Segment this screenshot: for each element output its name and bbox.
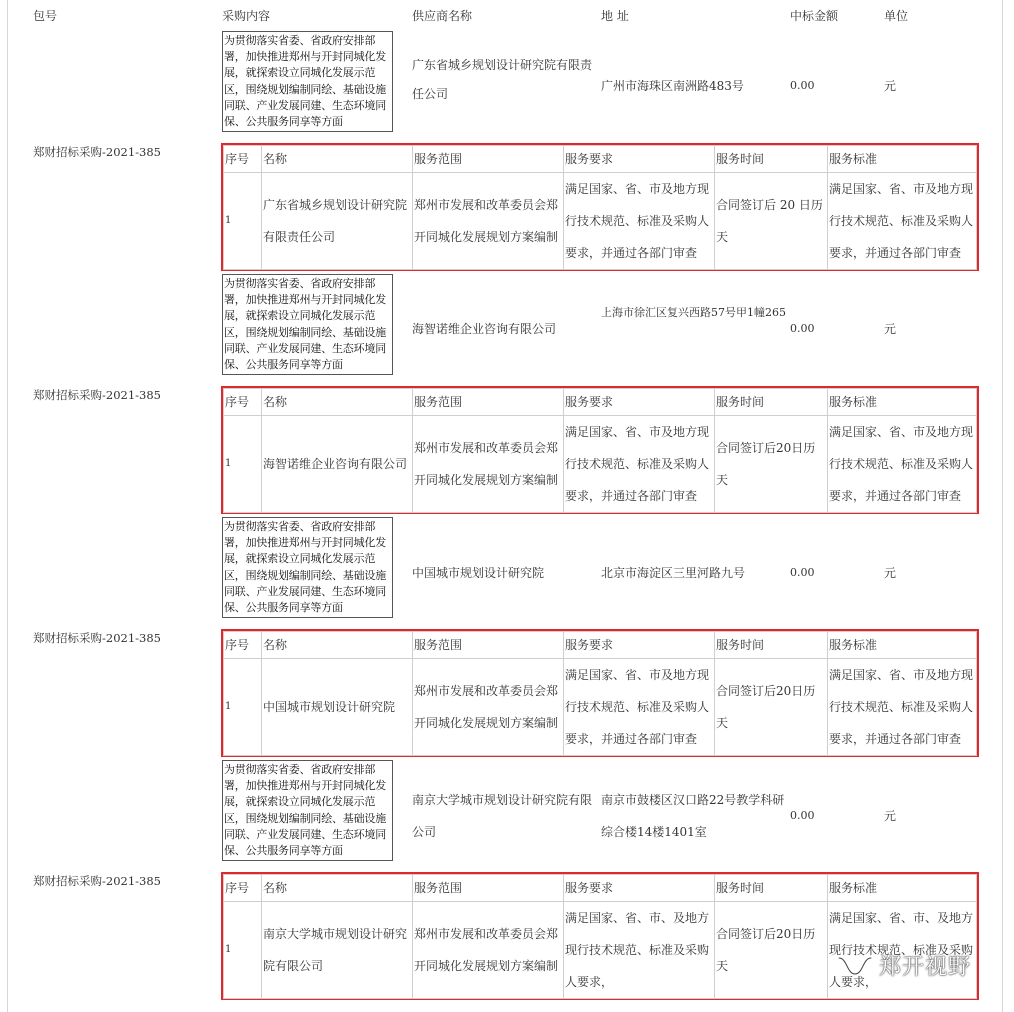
detail-time: 合同签订后20日历天 — [715, 416, 828, 513]
col-standard: 服务标准 — [828, 389, 977, 416]
content-description: 为贯彻落实省委、省政府安排部署，加快推进郑州与开封同城化发展，就探索设立同城化发展示范区，围绕规划编制同绘、基础设施同联、产业发展同建、生态环境同保、公共服务同享等方面 — [222, 31, 393, 132]
col-scope: 服务范围 — [413, 875, 564, 902]
award-amount: 0.00 — [790, 566, 815, 579]
content-description: 为贯彻落实省委、省政府安排部署，加快推进郑州与开封同城化发展，就探索设立同城化发展示范区，围绕规划编制同绘、基础设施同联、产业发展同建、生态环境同保、公共服务同享等方面 — [222, 760, 393, 861]
col-seq: 序号 — [224, 389, 262, 416]
col-time: 服务时间 — [715, 632, 828, 659]
detail-name: 南京大学城市规划设计研究院有限公司 — [262, 902, 413, 999]
detail-scope: 郑州市发展和改革委员会郑开同城化发展规划方案编制 — [413, 902, 564, 999]
col-standard: 服务标准 — [828, 632, 977, 659]
col-time: 服务时间 — [715, 389, 828, 416]
currency-unit: 元 — [884, 79, 897, 93]
content-description: 为贯彻落实省委、省政府安排部署，加快推进郑州与开封同城化发展，就探索设立同城化发展示范区，围绕规划编制同绘、基础设施同联、产业发展同建、生态环境同保、公共服务同享等方面 — [222, 274, 393, 375]
col-requirement: 服务要求 — [564, 146, 715, 173]
detail-standard: 满足国家、省、市及地方现行技术规范、标准及采购人要求，并通过各部门审查 — [828, 659, 977, 756]
detail-seq: 1 — [224, 659, 262, 756]
award-amount: 0.00 — [790, 809, 815, 822]
detail-scope: 郑州市发展和改革委员会郑开同城化发展规划方案编制 — [413, 416, 564, 513]
watermark-text: 郑开视野 — [879, 955, 972, 980]
detail-requirement: 满足国家、省、市及地方现行技术规范、标准及采购人要求，并通过各部门审查 — [564, 173, 715, 270]
col-time: 服务时间 — [715, 875, 828, 902]
detail-seq: 1 — [224, 173, 262, 270]
col-name: 名称 — [262, 389, 413, 416]
col-time: 服务时间 — [715, 146, 828, 173]
detail-requirement: 满足国家、省、市及地方现行技术规范、标准及采购人要求，并通过各部门审查 — [564, 659, 715, 756]
header-content: 采购内容 — [222, 9, 271, 23]
detail-seq: 1 — [224, 416, 262, 513]
col-standard: 服务标准 — [828, 146, 977, 173]
col-scope: 服务范围 — [413, 146, 564, 173]
col-scope: 服务范围 — [413, 632, 564, 659]
award-amount: 0.00 — [790, 322, 815, 335]
detail-scope: 郑州市发展和改革委员会郑开同城化发展规划方案编制 — [413, 173, 564, 270]
supplier-name: 中国城市规划设计研究院 — [412, 566, 545, 580]
detail-seq: 1 — [224, 902, 262, 999]
supplier-address: 广州市海珠区南洲路483号 — [601, 79, 744, 93]
header-supplier: 供应商名称 — [412, 9, 473, 23]
detail-name: 广东省城乡规划设计研究院有限责任公司 — [262, 173, 413, 270]
col-requirement: 服务要求 — [564, 632, 715, 659]
detail-table — [221, 386, 979, 514]
detail-scope: 郑州市发展和改革委员会郑开同城化发展规划方案编制 — [413, 659, 564, 756]
header-unit: 单位 — [884, 9, 909, 23]
detail-standard: 满足国家、省、市及地方现行技术规范、标准及采购人要求，并通过各部门审查 — [828, 173, 977, 270]
package-number: 郑财招标采购-2021-385 — [33, 145, 161, 159]
detail-table — [221, 629, 979, 757]
currency-unit: 元 — [884, 809, 897, 823]
col-name: 名称 — [262, 875, 413, 902]
detail-time: 合同签订后 20 日历天 — [715, 173, 828, 270]
wechat-channel-icon — [835, 952, 875, 980]
header-address: 地 址 — [601, 9, 629, 23]
detail-requirement: 满足国家、省、市及地方现行技术规范、标准及采购人要求，并通过各部门审查 — [564, 416, 715, 513]
supplier-name: 南京大学城市规划设计研究院有限公司 — [412, 793, 593, 839]
col-seq: 序号 — [224, 632, 262, 659]
detail-name: 中国城市规划设计研究院 — [262, 659, 413, 756]
col-scope: 服务范围 — [413, 389, 564, 416]
detail-standard: 满足国家、省、市及地方现行技术规范、标准及采购人要求，并通过各部门审查 — [828, 416, 977, 513]
package-number: 郑财招标采购-2021-385 — [33, 388, 161, 402]
detail-time: 合同签订后20日历天 — [715, 659, 828, 756]
col-name: 名称 — [262, 632, 413, 659]
watermark — [835, 950, 971, 981]
supplier-address: 北京市海淀区三里河路九号 — [601, 566, 746, 580]
col-requirement: 服务要求 — [564, 389, 715, 416]
award-amount: 0.00 — [790, 79, 815, 92]
col-name: 名称 — [262, 146, 413, 173]
detail-time: 合同签订后20日历天 — [715, 902, 828, 999]
currency-unit: 元 — [884, 322, 897, 336]
col-requirement: 服务要求 — [564, 875, 715, 902]
detail-name: 海智诺维企业咨询有限公司 — [262, 416, 413, 513]
header-package-no: 包号 — [33, 9, 58, 23]
package-number: 郑财招标采购-2021-385 — [33, 631, 161, 645]
col-standard: 服务标准 — [828, 875, 977, 902]
detail-table — [221, 143, 979, 271]
supplier-name: 广东省城乡规划设计研究院有限责任公司 — [412, 58, 593, 101]
supplier-address: 南京市鼓楼区汉口路22号教学科研综合楼14楼1401室 — [601, 793, 785, 839]
supplier-name: 海智诺维企业咨询有限公司 — [412, 322, 557, 336]
col-seq: 序号 — [224, 146, 262, 173]
detail-standard: 满足国家、省、市、及地方现行技术规范、标准及采购人要求， — [828, 902, 977, 999]
currency-unit: 元 — [884, 566, 897, 580]
content-description: 为贯彻落实省委、省政府安排部署，加快推进郑州与开封同城化发展，就探索设立同城化发展示范区，围绕规划编制同绘、基础设施同联、产业发展同建、生态环境同保、公共服务同享等方面 — [222, 517, 393, 618]
header-amount: 中标金额 — [790, 9, 839, 23]
package-number: 郑财招标采购-2021-385 — [33, 874, 161, 888]
detail-requirement: 满足国家、省、市、及地方现行技术规范、标准及采购人要求， — [564, 902, 715, 999]
supplier-address: 上海市徐汇区复兴西路57号甲1幢265 — [601, 306, 786, 319]
col-seq: 序号 — [224, 875, 262, 902]
